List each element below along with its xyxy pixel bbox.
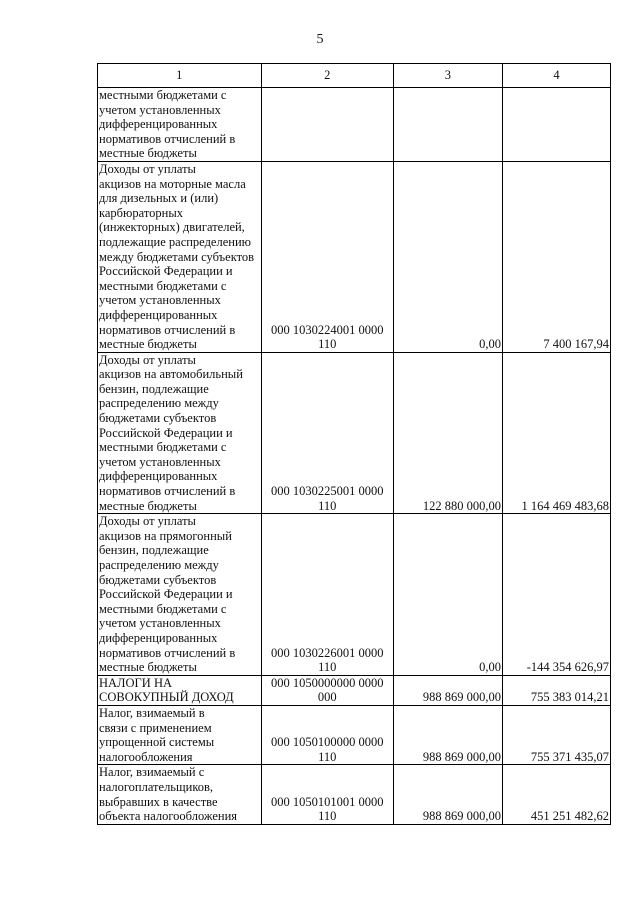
row-name [98, 705, 262, 764]
row-plan: 122 880 000,00 [393, 352, 502, 514]
row-name-text: Налог, взимаемый с налогоплательщиков, выбравших в качестве объекта налогообложения [99, 765, 238, 824]
row-plan: 988 869 000,00 [393, 705, 502, 764]
row-name-text: местными бюджетами с учетом установленных дифференцированных нормативов отчислений в местные бюджеты [99, 88, 236, 161]
table-row [98, 352, 611, 514]
row-name [98, 352, 262, 514]
row-fact: 451 251 482,62 [502, 765, 610, 824]
row-code-text: 000 1030224001 0000 110 [270, 322, 384, 352]
row-code [261, 705, 393, 764]
row-plan: 0,00 [393, 161, 502, 352]
table-row [98, 161, 611, 352]
column-header-4: 4 [502, 64, 610, 88]
table-row [98, 675, 611, 705]
row-code-text: 000 1030225001 0000 110 [270, 484, 384, 513]
table-row [98, 88, 611, 162]
row-name [98, 675, 262, 705]
row-fact: 1 164 469 483,68 [502, 352, 610, 514]
row-code [261, 514, 393, 676]
row-plan: 988 869 000,00 [393, 765, 502, 824]
row-code-text: 000 1050101001 0000 110 [270, 794, 384, 824]
row-name [98, 765, 262, 824]
row-name-text: Доходы от уплаты акцизов на автомобильный бензин, подлежащие распределению между бюджетами субъектов Российской Федерации и местными бюджетами с учетом установленных дифференцированных нормативов отчислений в местные бюджеты [99, 352, 243, 513]
row-code-text: 000 1050100000 0000 110 [270, 735, 384, 764]
row-fact: 7 400 167,94 [502, 161, 610, 352]
column-header-3: 3 [393, 64, 502, 88]
row-name-text: Доходы от уплаты акцизов на моторные масла для дизельных и (или) карбюраторных (инжекторных) двигателей, подлежащие распределению между бюджетами субъектов Российской Федерации и местными бюджетами с учетом установленных дифференцированных нормативов отчислений в местные бюджеты [99, 161, 255, 352]
row-fact [502, 88, 610, 162]
row-plan [393, 88, 502, 162]
row-fact: 755 371 435,07 [502, 705, 610, 764]
row-name [98, 161, 262, 352]
row-plan: 0,00 [393, 514, 502, 676]
row-code [261, 765, 393, 824]
row-code [261, 352, 393, 514]
row-name-text: НАЛОГИ НА СОВОКУПНЫЙ ДОХОД [99, 675, 234, 705]
row-code [261, 161, 393, 352]
row-code [261, 675, 393, 705]
row-fact: 755 383 014,21 [502, 675, 610, 705]
column-header-1: 1 [98, 64, 262, 88]
table-row [98, 705, 611, 764]
budget-table [97, 63, 611, 825]
row-code [261, 88, 393, 162]
table-header-row [98, 64, 611, 88]
row-name-text: Налог, взимаемый в связи с применением упрощенной системы налогообложения [99, 705, 215, 764]
row-code-text: 000 1050000000 0000 000 [270, 675, 384, 705]
table-row [98, 514, 611, 676]
row-plan: 988 869 000,00 [393, 675, 502, 705]
row-code-text: 000 1030226001 0000 110 [270, 645, 384, 675]
table-row [98, 765, 611, 824]
column-header-2: 2 [261, 64, 393, 88]
page-number: 5 [316, 32, 324, 47]
row-fact: -144 354 626,97 [502, 514, 610, 676]
row-name [98, 88, 262, 162]
row-name [98, 514, 262, 676]
row-name-text: Доходы от уплаты акцизов на прямогонный бензин, подлежащие распределению между бюджетами субъектов Российской Федерации и местными бюджетами с учетом установленных дифференцированных нормативов отчислений в местные бюджеты [99, 514, 236, 675]
